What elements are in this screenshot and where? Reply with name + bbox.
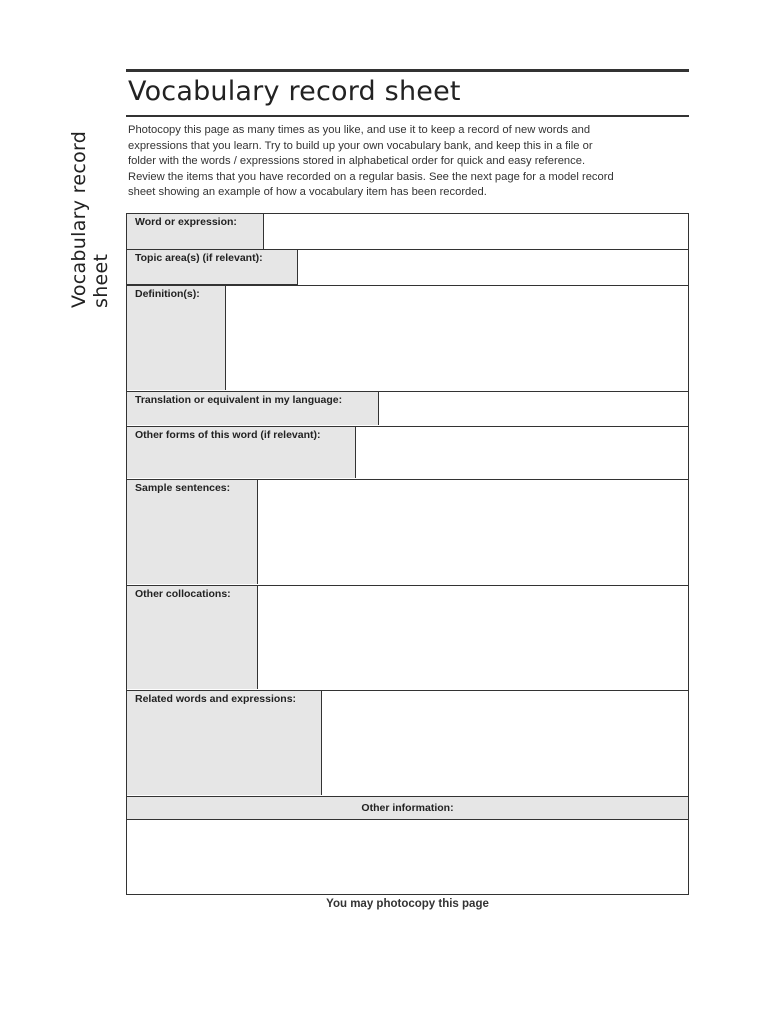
translation-label: Translation or equivalent in my language: <box>127 392 379 425</box>
top-rule <box>126 69 689 72</box>
row-related[interactable] <box>127 691 688 797</box>
intro-line: folder with the words / expressions stored in alphabetical order for quick and easy reference. <box>128 155 586 168</box>
other-info-label: Other information: <box>127 797 688 819</box>
row-sample-sentences[interactable] <box>127 480 688 586</box>
row-definition[interactable] <box>127 286 688 392</box>
side-title: Vocabulary record sheet <box>68 130 112 308</box>
vocabulary-form <box>126 213 689 895</box>
intro-line: Photocopy this page as many times as you like, and use it to keep a record of new words and <box>128 124 591 136</box>
sample-label: Sample sentences: <box>127 480 258 584</box>
intro-paragraph <box>128 123 688 201</box>
other-forms-label: Other forms of this word (if relevant): <box>127 427 356 478</box>
row-topic[interactable] <box>127 250 688 286</box>
definition-label: Definition(s): <box>127 286 226 390</box>
row-other-forms[interactable] <box>127 427 688 480</box>
intro-line: expressions that you learn. Try to build up your own vocabulary bank, and keep this in a file or <box>128 139 593 152</box>
topic-label: Topic area(s) (if relevant): <box>127 250 298 285</box>
row-other-info-header <box>127 797 688 820</box>
page-title: Vocabulary record sheet <box>128 76 461 107</box>
title-rule <box>126 115 689 117</box>
other-info-area[interactable] <box>127 820 688 894</box>
row-translation[interactable] <box>127 392 688 427</box>
footer-note: You may photocopy this page <box>326 898 489 910</box>
related-label: Related words and expressions: <box>127 691 322 795</box>
intro-line: sheet showing an example of how a vocabulary item has been recorded. <box>128 186 487 199</box>
intro-line: Review the items that you have recorded on a regular basis. See the next page for a model record <box>128 170 614 183</box>
row-word[interactable] <box>127 214 688 250</box>
word-label: Word or expression: <box>127 214 264 250</box>
collocations-label: Other collocations: <box>127 586 258 689</box>
row-collocations[interactable] <box>127 586 688 691</box>
